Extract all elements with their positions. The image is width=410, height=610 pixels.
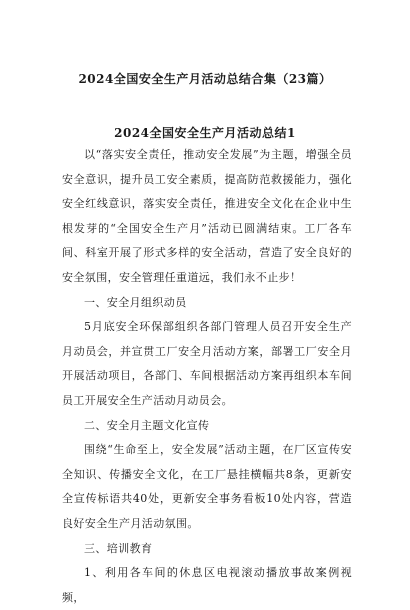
section-paragraph-2: 围绕“生命至上，安全发展”活动主题，在厂区宣传安全知识、传播安全文化，在工厂悬挂横幅共8条，更新安全宣传标语共40处，更新安全事务看板10处内容，营造良好安全生产月活动氛围。 bbox=[62, 443, 352, 530]
section-heading-1: 一、安全月组织动员 bbox=[84, 295, 187, 309]
section-heading-2: 二、安全月主题文化宣传 bbox=[84, 418, 210, 432]
document-title: 2024全国安全生产月活动总结合集（23篇） bbox=[78, 72, 332, 86]
document-body bbox=[62, 143, 352, 610]
section-paragraph-3: 1、利用各车间的休息区电视滚动播放事故案例视频， bbox=[62, 566, 352, 604]
section-title: 2024全国安全生产月活动总结1 bbox=[114, 126, 296, 140]
section-paragraph-1: 5月底安全环保部组织各部门管理人员召开安全生产月动员会，并宣贯工厂安全月活动方案，部署工厂安全月开展活动项目，各部门、车间根据活动方案再组织本车间员工开展安全生产活动月动员会。 bbox=[62, 320, 352, 407]
section-heading-3: 三、培训教育 bbox=[84, 541, 153, 555]
intro-paragraph: 以“落实安全责任，推动安全发展”为主题，增强全员安全意识，提升员工安全素质，提高防范救援能力，强化安全红线意识，落实安全责任，推进安全文化在企业中生根发芽的“全国安全生产月”活动已圆满结束。工厂各车间、科室开展了形式多样的安全活动，营造了安全良好的安全氛围，安全管理任重道远，我们永不止步！ bbox=[62, 148, 352, 284]
